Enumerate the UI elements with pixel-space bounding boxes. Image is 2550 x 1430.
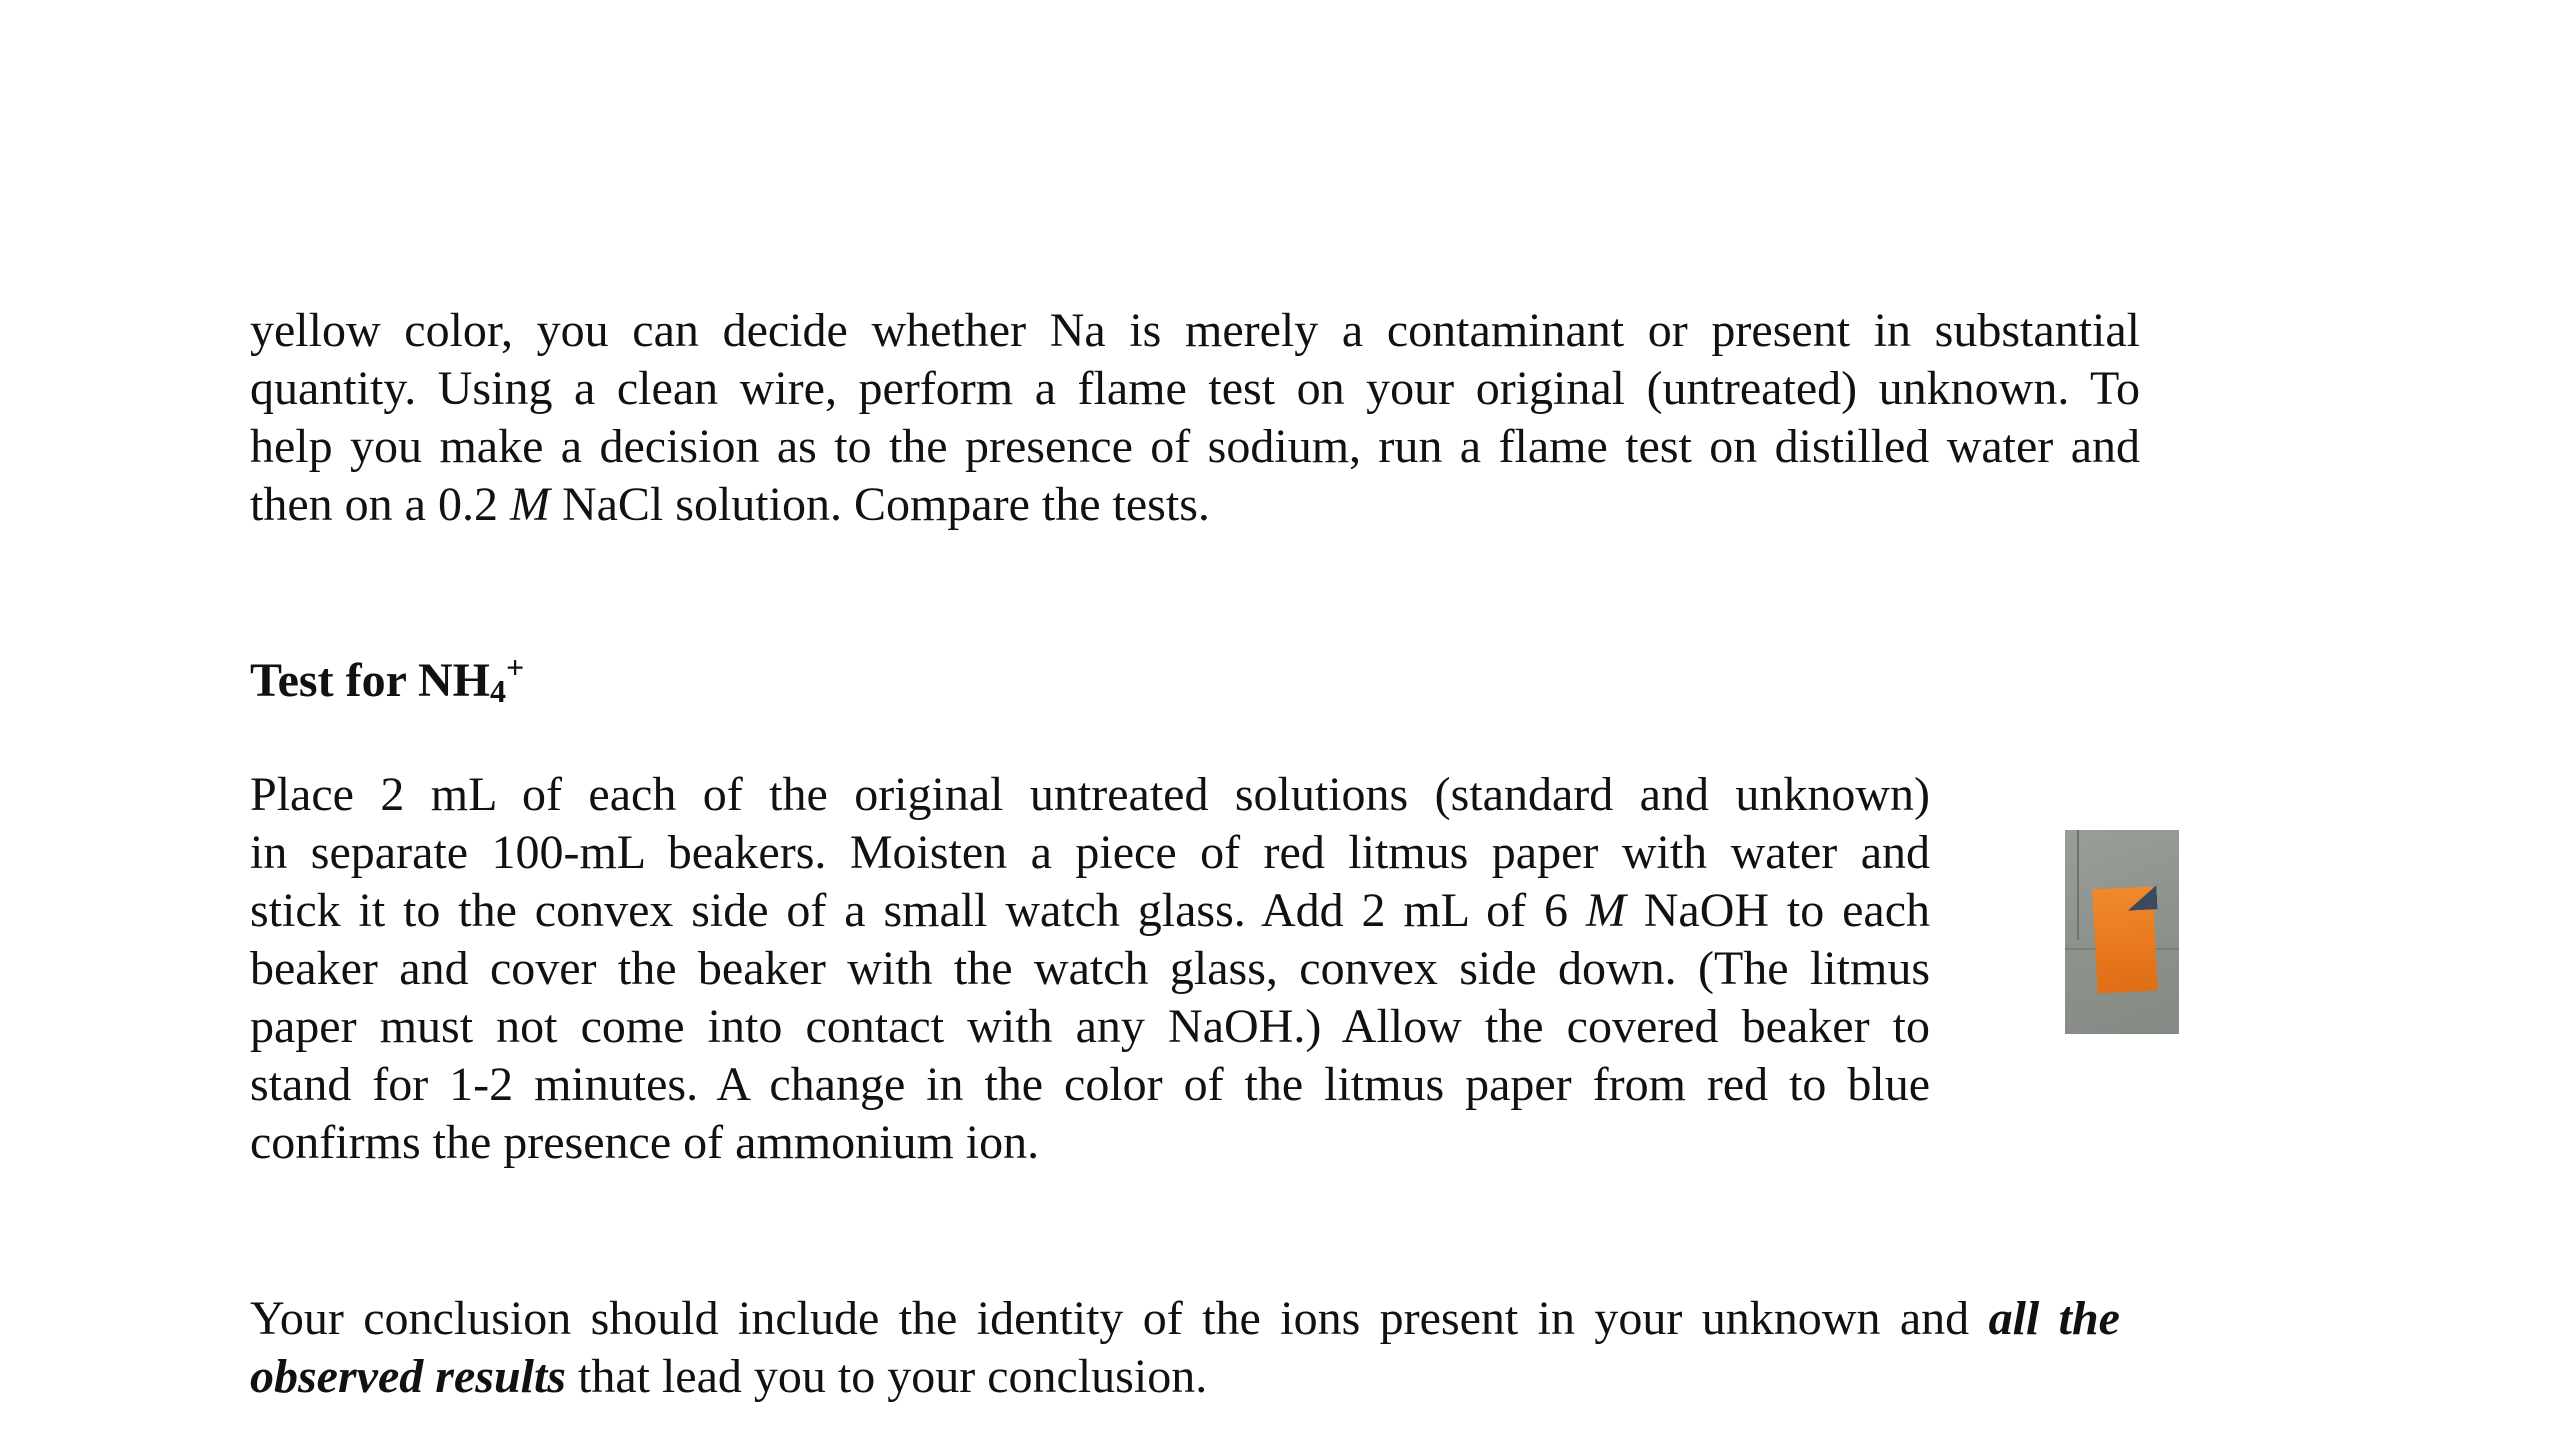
- text-segment: then on a 0.2: [250, 478, 510, 531]
- conclusion-paragraph: [250, 1290, 2120, 1406]
- molarity-symbol: M: [509, 478, 550, 531]
- section-heading: [250, 649, 525, 710]
- text-segment: NaCl solution. Compare the tests.: [549, 478, 1210, 531]
- text-segment: stick it to the convex side of a small watch glass. Add 2 mL of 6: [250, 884, 1586, 937]
- heading-subscript: 4: [490, 673, 506, 709]
- text-line: in separate 100-mL beakers. Moisten a piece of red litmus paper with water and: [250, 826, 1930, 879]
- text-line: [250, 476, 2140, 534]
- text-line: Place 2 mL of each of the original untreated solutions (standard and unknown): [250, 768, 1930, 821]
- heading-superscript: +: [506, 649, 525, 685]
- background-grid-line: [2077, 830, 2079, 940]
- text-line: yellow color, you can decide whether Na is merely a contaminant or present in substantial: [250, 304, 2140, 357]
- text-line: [250, 1348, 2120, 1406]
- text-line: stand for 1-2 minutes. A change in the color of the litmus paper from red to blue: [250, 1058, 1930, 1111]
- emphasis-text: all the: [1988, 1292, 2120, 1345]
- ammonium-paragraph: [250, 766, 1930, 1172]
- text-line: confirms the presence of ammonium ion.: [250, 1116, 1040, 1169]
- molarity-symbol: M: [1585, 884, 1626, 937]
- text-line: [250, 1290, 2120, 1348]
- emphasis-text: observed results: [250, 1350, 566, 1403]
- text-line: [250, 882, 1930, 940]
- text-segment: that lead you to your conclusion.: [565, 1350, 1208, 1403]
- text-line: quantity. Using a clean wire, perform a flame test on your original (untreated) unknown. To: [250, 362, 2140, 415]
- text-line: help you make a decision as to the presence of sodium, run a flame test on distilled water and: [250, 420, 2140, 473]
- sodium-paragraph: [250, 302, 2140, 534]
- litmus-paper-photo: [2065, 830, 2179, 1034]
- text-segment: Your conclusion should include the identity of the ions present in your unknown and: [250, 1292, 1989, 1345]
- text-line: paper must not come into contact with any NaOH.) Allow the covered beaker to: [250, 1000, 1930, 1053]
- text-line: beaker and cover the beaker with the watch glass, convex side down. (The litmus: [250, 942, 1930, 995]
- heading-text: Test for NH: [250, 654, 490, 707]
- text-segment: NaOH to each: [1625, 884, 1931, 937]
